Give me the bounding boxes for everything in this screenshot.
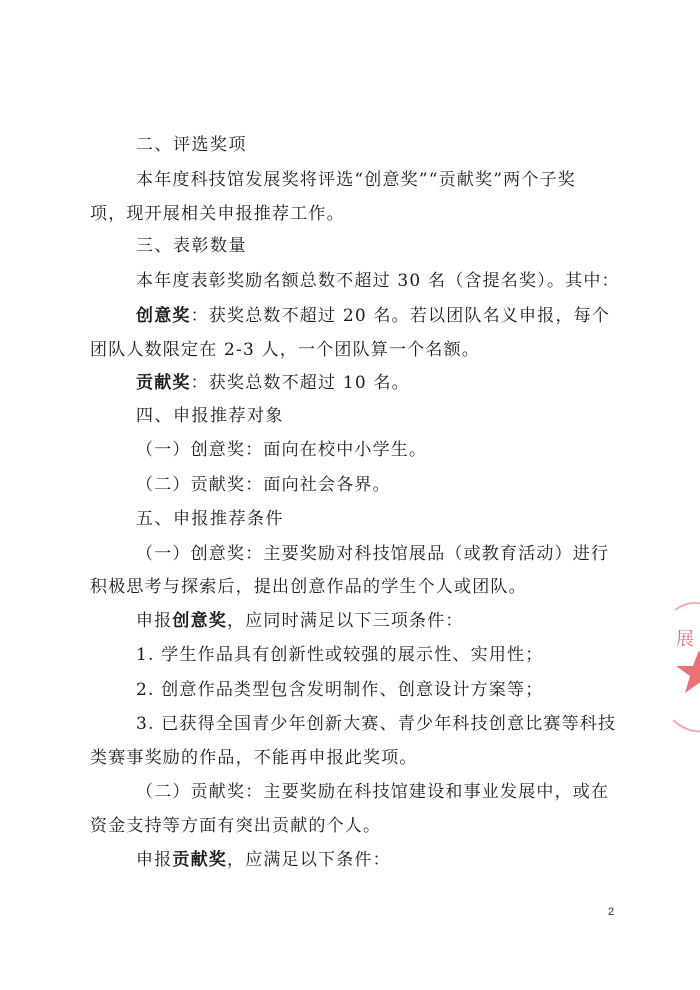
section-heading (136, 508, 284, 530)
paragraph-line (90, 576, 527, 598)
paragraph-line (136, 679, 543, 701)
text-segment: 申报 (136, 850, 173, 870)
paragraph-line (136, 781, 609, 803)
text-segment: 本年度科技馆发展奖将评选“创意奖”“贡献奖”两个子奖 (136, 170, 576, 190)
paragraph-line (90, 747, 418, 769)
bold-term: 贡献奖 (172, 850, 228, 870)
red-seal-fragment (665, 600, 700, 750)
text-segment: 2. 创意作品类型包含发明制作、创意设计方案等； (136, 680, 544, 700)
text-segment: 1. 学生作品具有创新性或较强的展示性、实用性； (136, 645, 544, 665)
section-heading (136, 235, 247, 257)
text-segment: 四、申报推荐对象 (136, 406, 284, 426)
text-segment: （二）贡献奖：面向社会各界。 (136, 475, 391, 495)
text-segment: ，应同时满足以下三项条件： (227, 611, 464, 631)
paragraph-line (136, 849, 391, 871)
paragraph-line (136, 713, 616, 735)
section-heading (136, 134, 247, 156)
text-segment: 团队人数限定在 2-3 人，一个团队算一个名额。 (90, 340, 480, 360)
section-heading (136, 405, 284, 427)
paragraph-line (136, 644, 543, 666)
paragraph-line (136, 270, 620, 292)
page-number: 2 (608, 906, 615, 918)
text-segment: ：获奖总数不超过 10 名。 (190, 373, 410, 393)
paragraph-line (90, 339, 480, 361)
bold-term: 创意奖 (172, 611, 228, 631)
bold-term: 贡献奖 (136, 373, 191, 393)
text-segment: 三、表彰数量 (136, 236, 247, 256)
paragraph-line (136, 474, 391, 496)
text-segment: 五、申报推荐条件 (136, 509, 284, 529)
text-segment: （一）创意奖：面向在校中小学生。 (136, 440, 428, 460)
text-segment: 资金支持等方面有突出贡献的个人。 (90, 816, 382, 836)
seal-text: 展 (676, 629, 694, 650)
text-segment: 项，现开展相关申报推荐工作。 (90, 204, 345, 224)
text-segment: ，应满足以下条件： (227, 850, 391, 870)
text-segment: ：获奖总数不超过 20 名。若以团队名义申报，每个 (190, 306, 611, 326)
paragraph-line (136, 169, 576, 191)
paragraph-line (136, 610, 464, 632)
paragraph-line (136, 305, 610, 327)
text-segment: 3. 已获得全国青少年创新大赛、青少年科技创意比赛等科技 (136, 714, 617, 734)
text-segment: （二）贡献奖：主要奖励在科技馆建设和事业发展中，或在 (136, 782, 610, 802)
text-segment: 本年度表彰奖励名额总数不超过 30 名（含提名奖）。其中： (136, 271, 620, 291)
text-segment: 积极思考与探索后，提出创意作品的学生个人或团队。 (90, 577, 527, 597)
text-segment: （一）创意奖：主要奖励对科技馆展品（或教育活动）进行 (136, 544, 610, 564)
paragraph-line (136, 543, 609, 565)
text-segment: 二、评选奖项 (136, 135, 247, 155)
paragraph-line (136, 372, 410, 394)
text-segment: 类赛事奖励的作品，不能再申报此奖项。 (90, 748, 418, 768)
paragraph-line (90, 815, 381, 837)
paragraph-line (90, 203, 345, 225)
text-segment: 申报 (136, 611, 173, 631)
paragraph-line (136, 439, 427, 461)
bold-term: 创意奖 (136, 306, 191, 326)
